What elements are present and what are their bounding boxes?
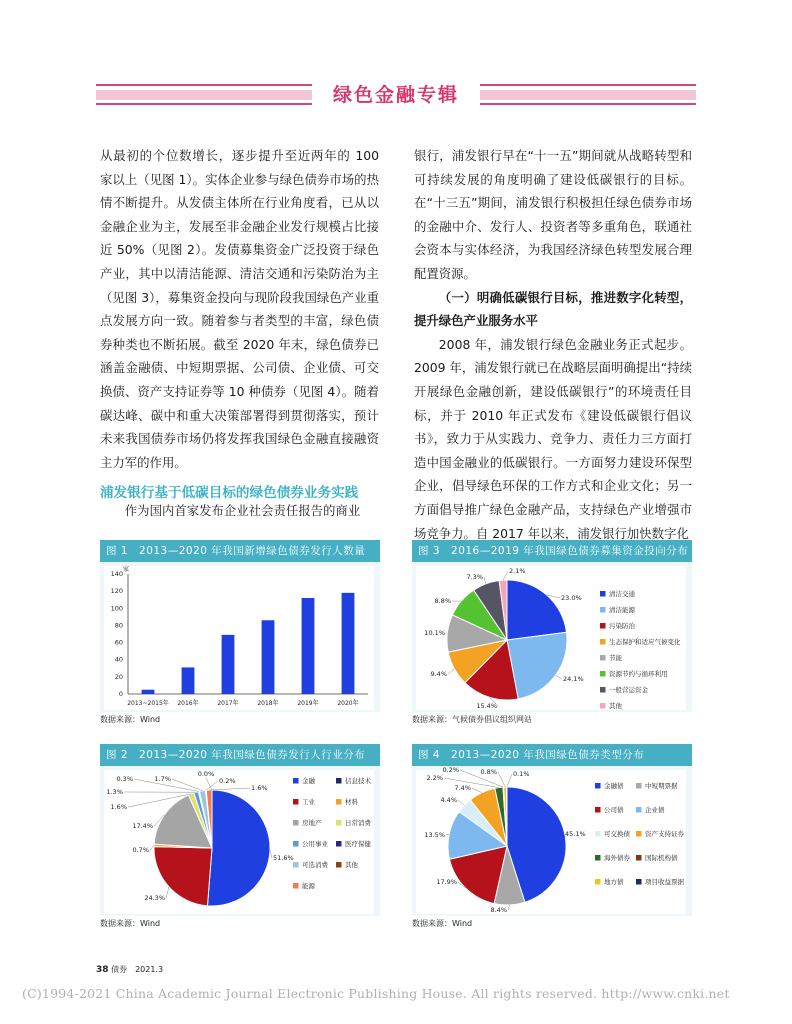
bar [342, 593, 355, 694]
legend-swatch [636, 807, 642, 813]
figure-2 [100, 744, 380, 916]
value-label: 2.1% [509, 567, 526, 575]
figure-1-title: 图 1 2013—2020 年我国新增绿色债券发行人数量 [100, 540, 380, 562]
legend-label: 中短期票据 [645, 782, 678, 790]
legend-swatch [336, 820, 342, 826]
value-label: 8.8% [434, 597, 451, 605]
bar [302, 598, 315, 694]
legend-label: 能源 [302, 882, 315, 890]
value-label: 51.6% [273, 854, 294, 862]
value-label: 2.2% [426, 774, 443, 782]
value-label: 15.4% [476, 702, 497, 710]
legend-label: 资源节约与循环利用 [609, 670, 668, 678]
y-tick-label: 60 [114, 638, 123, 647]
legend-label: 可选消费 [302, 861, 328, 869]
y-tick-label: 100 [110, 604, 123, 613]
legend-label: 医疗保健 [345, 840, 371, 848]
legend-swatch [293, 820, 299, 826]
page-number: 38 [96, 965, 109, 975]
figure-4-title: 图 4 2013—2020 年我国绿色债券类型分布 [412, 744, 692, 766]
figure-2-title: 图 2 2013—2020 年我国绿色债券发行人行业分布 [100, 744, 380, 766]
legend-swatch [293, 799, 299, 805]
y-tick-label: 20 [114, 672, 123, 681]
value-label: 4.4% [440, 796, 457, 804]
figure-3 [412, 540, 692, 712]
value-label: 9.4% [430, 670, 447, 678]
legend-label: 其他 [609, 702, 622, 710]
legend-swatch [336, 799, 342, 805]
legend-label: 公用事业 [302, 840, 328, 848]
page-footer [96, 964, 163, 975]
value-label: 8.4% [490, 906, 507, 914]
bar [222, 635, 235, 694]
left-paragraph: 从最初的个位数增长，逐步提升至近两年的 100 家以上（见图 1）。实体企业参与绿色债券市场的热情不断提升。从发债主体所在行业角度看，已从以金融企业为主，发展至非金融企业发行规模占比接近 50%（见图 2）。发债募集资金广泛投资于绿色产业，其中以清洁能源、清洁交通和污染防治为主（见图 3），募集资金投向与现阶段我国绿色产业重点发展方向一致。随着参与者类型的丰富，绿色债券种类也不断拓展。截至 2020 年末，绿色债券已涵盖金融债、中短期票据、公司债、企业债、可交换债、资产支持证券等 10 种债券（见图 4）。随着碳达峰、碳中和重大决策部署得到贯彻落实，预计未来我国债券市场仍将发挥我国绿色金融直接融资主力军的作用。 [100, 148, 379, 470]
value-label: 1.7% [154, 775, 171, 783]
legend-label: 清洁交通 [609, 590, 635, 598]
legend-swatch [600, 655, 606, 661]
value-label: 0.8% [480, 768, 497, 776]
legend-label: 材料 [345, 798, 358, 806]
legend-label: 项目收益票据 [645, 878, 684, 886]
figure-4-source: 数据来源：Wind [412, 919, 473, 928]
x-tick-label: 2013~2015年 [127, 700, 169, 707]
legend-label: 资产支持证券 [645, 830, 684, 838]
value-label: 24.1% [563, 675, 584, 683]
legend-label: 清洁能源 [609, 606, 635, 614]
figure-1-chart [100, 562, 380, 712]
value-label: 0.3% [116, 775, 133, 783]
legend-swatch [636, 855, 642, 861]
section-intro: 作为国内首家发布企业社会责任报告的商业 [124, 503, 361, 518]
legend-swatch [636, 831, 642, 837]
legend-swatch [293, 883, 299, 889]
legend-label: 公司债 [604, 806, 624, 814]
value-label: 24.3% [144, 894, 165, 902]
figure-2-source: 数据来源：Wind [100, 919, 161, 928]
legend-swatch [636, 783, 642, 789]
legend-swatch [600, 607, 606, 613]
figure-1 [100, 540, 380, 712]
section-heading: 浦发银行基于低碳目标的绿色债券业务实践 [100, 485, 359, 501]
x-tick-label: 2018年 [257, 700, 279, 707]
legend-swatch [595, 807, 601, 813]
legend-swatch [595, 783, 601, 789]
subheading: （一）明确低碳银行目标，推进数字化转型，提升绿色产业服务水平 [414, 289, 692, 329]
legend-swatch [595, 855, 601, 861]
y-tick-label: 0 [118, 690, 123, 698]
legend-swatch [336, 862, 342, 868]
value-label: 7.3% [466, 573, 483, 581]
legend-label: 日常消费 [345, 819, 371, 827]
legend-label: 国际机构债 [645, 854, 678, 862]
value-label: 1.6% [110, 803, 127, 811]
legend-label: 一般营运资金 [609, 686, 648, 694]
legend-swatch [600, 639, 606, 645]
legend-label: 信息技术 [345, 777, 371, 785]
section-intro-block [100, 499, 379, 523]
value-label: 0.0% [197, 770, 215, 778]
legend-label: 地方债 [604, 878, 624, 886]
y-tick-label: 40 [114, 655, 123, 664]
value-label: 10.1% [424, 629, 445, 637]
legend-swatch [636, 879, 642, 885]
bar [142, 690, 155, 694]
column-title: 绿色金融专辑 [312, 80, 480, 110]
right-paragraph-2: 2008 年，浦发银行绿色金融业务正式起步。2009 年，浦发银行就已在战略层面明确提出“持续开展绿色金融创新，建设低碳银行”的环境责任目标，并于 2010 年正式发布《建设低碳银行倡议书》，致力于从实践力、竞争力、责任力三方面打造中国金融业的低碳银行。一方面努力建设环保型企业，倡导绿色环保的工作方式和企业文化；另一方面倡导推广绿色金融产品，支持绿色产业增强市场竞争力。自 2017 年以来，浦发银行加快数字化 [414, 336, 692, 541]
legend-label: 其他 [345, 861, 358, 869]
figure-2-chart [100, 766, 380, 916]
figure-3-title: 图 3 2016—2019 年我国绿色债券募集资金投向分布 [412, 540, 692, 562]
legend-swatch [293, 862, 299, 868]
legend-label: 海外债券 [604, 854, 630, 862]
figure-1-plot-bg [104, 566, 374, 710]
figure-1-source: 数据来源：Wind [100, 715, 161, 724]
value-label: 0.1% [513, 770, 530, 778]
journal-issue: 债券 2021.3 [111, 965, 164, 974]
legend-swatch [600, 687, 606, 693]
legend-label: 污染防治 [609, 622, 635, 630]
value-label: 0.2% [442, 766, 459, 774]
value-label: 17.4% [132, 822, 153, 830]
value-label: 17.9% [436, 878, 457, 886]
legend-label: 金融 [302, 777, 315, 785]
value-label: 1.3% [106, 788, 123, 796]
legend-swatch [595, 831, 601, 837]
legend-swatch [600, 623, 606, 629]
y-tick-label: 120 [110, 587, 123, 596]
x-tick-label: 2016年 [177, 700, 199, 707]
figure-3-source: 数据来源：气候债券倡议组织网站 [412, 715, 532, 724]
legend-label: 房地产 [302, 819, 322, 827]
left-column [100, 144, 379, 474]
legend-label: 生态保护和适应气候变化 [609, 638, 681, 646]
value-label: 0.7% [132, 846, 149, 854]
value-label: 1.6% [251, 784, 268, 792]
legend-label: 可交换债 [604, 830, 630, 838]
x-tick-label: 2017年 [217, 700, 239, 707]
legend-label: 企业债 [645, 806, 665, 814]
legend-label: 工业 [302, 798, 315, 806]
value-label: 13.5% [424, 831, 445, 839]
copyright-line: (C)1994-2021 China Academic Journal Electronic Publishing House. All rights reserved. http://www.cnki.net [22, 986, 730, 1001]
right-column [414, 144, 692, 545]
y-tick-label: 80 [114, 621, 123, 630]
legend-swatch [595, 879, 601, 885]
legend-label: 节能 [609, 654, 622, 662]
x-tick-label: 2020年 [337, 700, 359, 707]
value-label: 7.4% [454, 784, 471, 792]
figure-4-chart [412, 766, 692, 916]
value-label: 0.2% [219, 777, 236, 785]
legend-swatch [600, 703, 606, 709]
legend-swatch [293, 841, 299, 847]
bar [182, 667, 195, 694]
value-label: 23.0% [561, 594, 582, 602]
legend-swatch [336, 841, 342, 847]
value-label: 45.1% [565, 830, 586, 838]
y-unit-label: 家 [123, 566, 130, 573]
legend-swatch [293, 778, 299, 784]
x-tick-label: 2019年 [297, 700, 319, 707]
bar [262, 620, 275, 694]
y-tick-label: 140 [110, 570, 123, 578]
legend-swatch [600, 671, 606, 677]
figure-4 [412, 744, 692, 916]
legend-swatch [600, 591, 606, 597]
legend-label: 金融债 [604, 782, 624, 790]
figure-3-chart [412, 562, 692, 712]
right-paragraph-1: 银行，浦发银行早在“十一五”期间就从战略转型和可持续发展的角度明确了建设低碳银行的目标。在“十三五”期间，浦发银行积极担任绿色债券市场的金融中介、发行人、投资者等多重角色，联通社会资本与实体经济，为我国经济绿色转型发展合理配置资源。 [414, 148, 692, 281]
legend-swatch [336, 778, 342, 784]
